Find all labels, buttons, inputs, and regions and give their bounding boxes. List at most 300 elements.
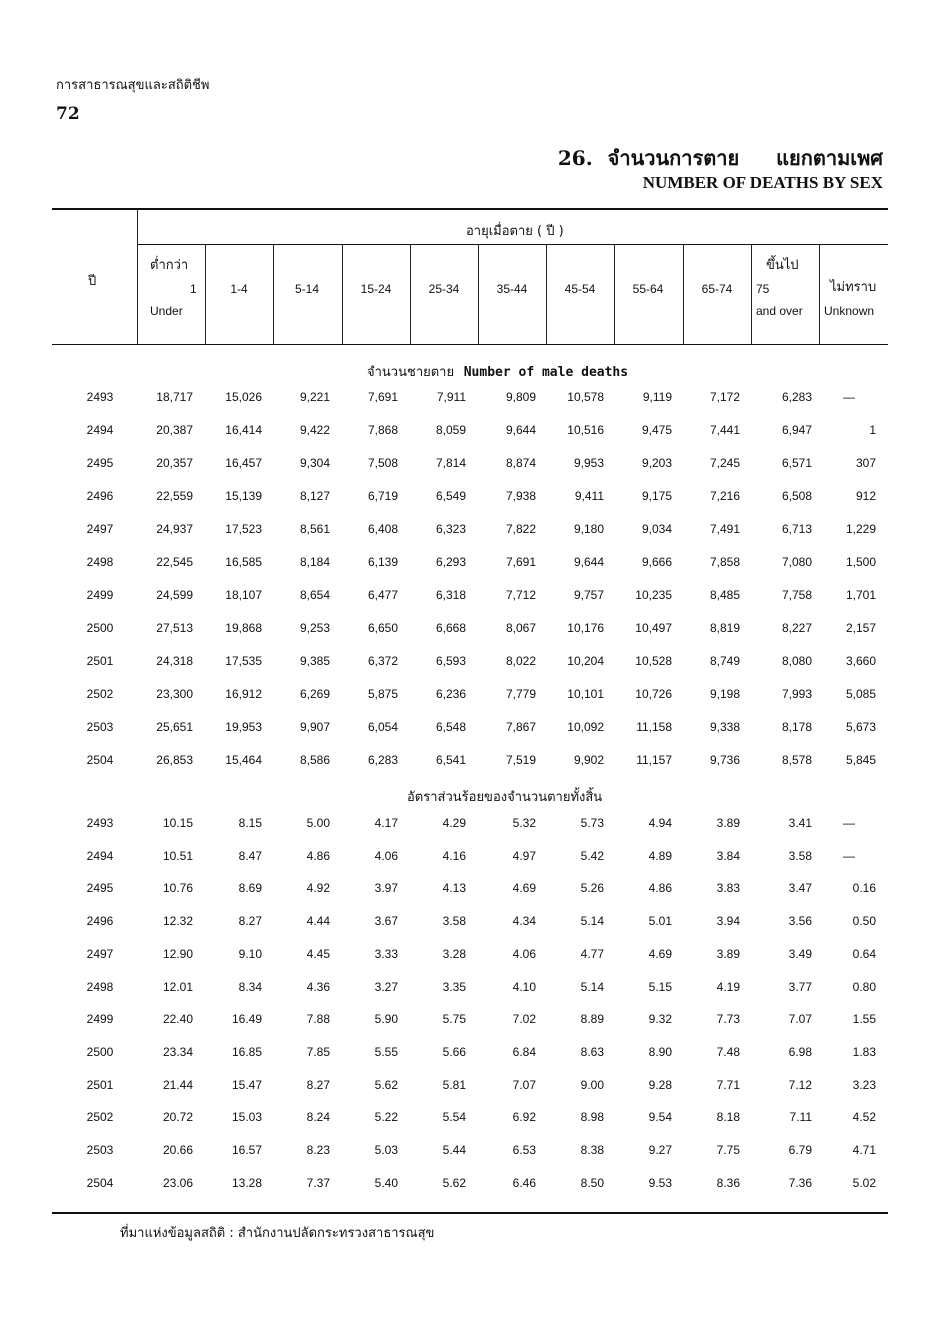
table-cell: 3.58 <box>788 848 812 863</box>
table-cell: 3.67 <box>374 914 398 929</box>
table-cell: 9,119 <box>642 390 672 404</box>
table-cell: 5.44 <box>442 1143 466 1157</box>
table-cell: 7.73 <box>716 1012 740 1027</box>
table-cell: 6,571 <box>781 456 812 470</box>
age-group-underline <box>137 244 888 245</box>
table-cell: 8,654 <box>299 588 330 602</box>
table-cell: 7.07 <box>512 1077 536 1092</box>
table-cell: 9,338 <box>709 720 740 734</box>
table-cell: 8,485 <box>709 588 740 602</box>
row-year: 2500 <box>86 621 114 635</box>
table-cell: 7.07 <box>788 1012 812 1027</box>
table-cell: 19,953 <box>225 720 262 734</box>
table-cell: 5,875 <box>367 687 398 701</box>
table-cell: 7,814 <box>435 456 466 470</box>
column-separator <box>342 245 343 344</box>
table-cell: 9,034 <box>641 522 672 536</box>
under1-english-label: Under <box>150 304 183 318</box>
table-cell: 5.22 <box>374 1110 398 1125</box>
table-cell: 3.89 <box>716 816 740 830</box>
under1-number-label: 1 <box>190 282 197 296</box>
age-column-header: 25-34 <box>428 282 460 296</box>
table-cell: 7,519 <box>505 753 536 767</box>
table-cell: 3.83 <box>716 881 740 896</box>
row-year: 2502 <box>86 1110 114 1125</box>
table-title-thai <box>558 142 883 174</box>
table-cell: 4.36 <box>306 979 330 994</box>
table-cell: 8.90 <box>648 1044 672 1059</box>
table-cell: 7,993 <box>781 687 812 701</box>
table-cell: 12.01 <box>162 979 193 994</box>
table-cell: 6,293 <box>435 555 466 569</box>
column-separator <box>205 245 206 344</box>
row-year: 2497 <box>86 946 114 961</box>
table-cell: 3,660 <box>845 654 876 668</box>
table-cell: 8,178 <box>781 720 812 734</box>
page-number: 72 <box>56 104 80 124</box>
table-cell: 3.41 <box>788 816 812 830</box>
table-cell: 6,508 <box>781 489 812 503</box>
table-cell: 7,938 <box>505 489 536 503</box>
table-cell: 7,712 <box>505 588 536 602</box>
table-cell: 8,022 <box>505 654 536 668</box>
table-cell: 7,216 <box>709 489 740 503</box>
table-cell: 15.03 <box>231 1110 262 1125</box>
table-cell: 0.80 <box>852 979 876 994</box>
row-year: 2497 <box>86 522 114 536</box>
table-cell: 6,668 <box>435 621 466 635</box>
table-cell: 7.37 <box>306 1175 330 1190</box>
table-cell: 8.24 <box>306 1110 330 1125</box>
table-cell: 1,229 <box>845 522 876 536</box>
male-deaths-title-english: Number of male deaths <box>463 365 629 380</box>
running-header: การสาธารณสุขและสถิติชีพ <box>56 78 210 93</box>
table-cell: 9,304 <box>299 456 330 470</box>
table-cell: 0.50 <box>852 914 876 929</box>
table-cell: 11,157 <box>636 753 672 767</box>
table-cell: 9,953 <box>573 456 604 470</box>
table-cell: 6,548 <box>435 720 466 734</box>
table-cell: 16,414 <box>225 423 262 437</box>
table-cell: 23.34 <box>162 1044 193 1059</box>
table-cell: 3.97 <box>374 881 398 896</box>
table-cell: 19,868 <box>225 621 262 635</box>
over75-thai-label: ขึ้นไป <box>766 258 799 273</box>
table-cell: 1.55 <box>852 1012 876 1027</box>
table-cell: 8.38 <box>580 1143 604 1157</box>
table-cell: 8,874 <box>505 456 536 470</box>
table-cell: 9,907 <box>299 720 330 734</box>
table-cell: 5.40 <box>374 1175 398 1190</box>
table-cell: 9,809 <box>505 390 536 404</box>
table-cell: 16.49 <box>231 1012 262 1027</box>
table-bottom-rule <box>52 1212 888 1214</box>
table-cell: 10,578 <box>567 390 604 404</box>
row-year: 2495 <box>86 456 114 470</box>
table-cell: 4.44 <box>306 914 330 929</box>
table-cell: 6.84 <box>512 1044 536 1059</box>
source-note: ที่มาแห่งข้อมูลสถิติ : สำนักงานปลัดกระทรวงสาธารณสุข <box>120 1226 435 1241</box>
table-cell: 5.66 <box>442 1044 466 1059</box>
table-cell: 9,203 <box>641 456 672 470</box>
table-cell: 7,691 <box>505 555 536 569</box>
table-cell: 5.00 <box>306 816 330 830</box>
age-column-header: 1-4 <box>230 282 248 296</box>
table-cell: 8.36 <box>716 1175 740 1190</box>
table-cell: 8,819 <box>709 621 740 635</box>
table-cell: 6.79 <box>788 1143 812 1157</box>
table-cell: 7,080 <box>781 555 812 569</box>
table-cell: 5,845 <box>845 753 876 767</box>
table-cell: 18,717 <box>156 390 193 404</box>
table-cell: 7.36 <box>788 1175 812 1190</box>
table-cell: 9.32 <box>648 1012 672 1027</box>
table-cell: 9,475 <box>641 423 672 437</box>
table-cell: 7,758 <box>781 588 812 602</box>
table-number: 26. <box>557 146 593 170</box>
table-cell: 7,691 <box>367 390 398 404</box>
table-cell: 6,719 <box>367 489 398 503</box>
table-cell: 8.23 <box>306 1143 330 1157</box>
table-cell: 3.94 <box>716 914 740 929</box>
table-cell: 7,868 <box>367 423 398 437</box>
table-cell: 4.13 <box>442 881 466 896</box>
table-cell: 22.40 <box>162 1012 193 1027</box>
table-cell: 8.98 <box>580 1110 604 1125</box>
row-year: 2504 <box>86 753 114 767</box>
table-cell: 1 <box>869 423 876 437</box>
table-cell: 6,541 <box>435 753 466 767</box>
table-cell: 5.14 <box>580 914 604 929</box>
table-cell: 9,253 <box>299 621 330 635</box>
table-cell: 3.23 <box>852 1077 876 1092</box>
table-cell: 8.27 <box>238 914 262 929</box>
table-cell: 8,127 <box>299 489 330 503</box>
table-cell: 5.81 <box>442 1077 466 1092</box>
table-cell: 7,858 <box>709 555 740 569</box>
table-cell: 8.89 <box>580 1012 604 1027</box>
table-cell: 4.52 <box>852 1110 876 1125</box>
table-cell: 1,701 <box>845 588 876 602</box>
table-cell: 7,867 <box>505 720 536 734</box>
table-cell: 9,175 <box>641 489 672 503</box>
table-cell: 9.10 <box>238 946 262 961</box>
percentage-section-title <box>407 786 602 807</box>
table-cell: 5.62 <box>374 1077 398 1092</box>
table-cell: 11,158 <box>636 720 672 734</box>
table-cell: 20,387 <box>156 423 193 437</box>
table-cell: 2,157 <box>845 621 876 635</box>
table-cell: 3.56 <box>788 914 812 929</box>
table-cell: 23,300 <box>156 687 193 701</box>
table-cell: 5,085 <box>845 687 876 701</box>
row-year: 2504 <box>86 1175 114 1190</box>
table-cell: 1,500 <box>845 555 876 569</box>
table-cell: 5.01 <box>648 914 672 929</box>
table-cell: 5.54 <box>442 1110 466 1125</box>
table-cell: 10.15 <box>162 816 193 830</box>
table-cell: 3.89 <box>716 946 740 961</box>
table-cell: 6,372 <box>367 654 398 668</box>
row-year: 2498 <box>86 979 114 994</box>
column-separator <box>614 245 615 344</box>
table-cell: 4.77 <box>580 946 604 961</box>
table-cell: 5.03 <box>374 1143 398 1157</box>
table-cell: 9,411 <box>574 489 604 503</box>
table-cell: 6,269 <box>299 687 330 701</box>
table-cell: 9,221 <box>299 390 330 404</box>
table-cell: 4.34 <box>512 914 536 929</box>
age-column-header: 65-74 <box>701 282 733 296</box>
row-year: 2496 <box>86 489 114 503</box>
table-cell: 4.29 <box>442 816 466 830</box>
row-year: 2498 <box>86 555 114 569</box>
age-column-header: 15-24 <box>360 282 392 296</box>
row-year: 2493 <box>86 816 114 830</box>
table-cell: 5,673 <box>845 720 876 734</box>
table-cell: 3.35 <box>442 979 466 994</box>
table-cell: 8,067 <box>505 621 536 635</box>
table-cell: 5.15 <box>648 979 672 994</box>
table-cell: 16.85 <box>231 1044 262 1059</box>
table-cell: 8,578 <box>781 753 812 767</box>
unknown-thai-label: ไม่ทราบ <box>830 280 877 295</box>
header-bottom-rule <box>52 344 888 345</box>
table-cell: 24,318 <box>156 654 193 668</box>
table-cell: 13.28 <box>231 1175 262 1190</box>
table-cell: 4.69 <box>648 946 672 961</box>
table-cell: 10,204 <box>567 654 604 668</box>
table-cell: 15,139 <box>225 489 262 503</box>
table-cell: 7.75 <box>716 1143 740 1157</box>
table-cell: 4.19 <box>716 979 740 994</box>
table-cell: 8,749 <box>709 654 740 668</box>
table-cell: 9,422 <box>299 423 330 437</box>
table-cell: 8.50 <box>580 1175 604 1190</box>
table-cell: 16,912 <box>225 687 262 701</box>
row-year: 2495 <box>86 881 114 896</box>
table-cell: 20.66 <box>162 1143 193 1157</box>
row-year: 2501 <box>86 654 114 668</box>
table-cell: 6,283 <box>367 753 398 767</box>
table-cell: 24,599 <box>156 588 193 602</box>
table-cell: 7.02 <box>512 1012 536 1027</box>
table-cell: 4.45 <box>306 946 330 961</box>
table-cell: 4.97 <box>512 848 536 863</box>
table-cell: 4.89 <box>648 848 672 863</box>
table-cell: 4.06 <box>512 946 536 961</box>
table-cell: 7,911 <box>436 390 466 404</box>
row-year: 2494 <box>86 848 114 863</box>
table-cell: 9,666 <box>641 555 672 569</box>
table-cell: 0.16 <box>852 881 876 896</box>
table-cell: 5.26 <box>580 881 604 896</box>
table-cell: 6,408 <box>367 522 398 536</box>
table-cell: 5.55 <box>374 1044 398 1059</box>
table-cell: 7.12 <box>788 1077 812 1092</box>
row-year: 2501 <box>86 1077 114 1092</box>
over75-english-label: and over <box>756 304 803 318</box>
table-cell: 9,385 <box>299 654 330 668</box>
table-cell: 10,528 <box>635 654 672 668</box>
table-cell: 8,561 <box>299 522 330 536</box>
age-column-header: 55-64 <box>632 282 664 296</box>
table-cell: 4.16 <box>442 848 466 863</box>
table-title-english: NUMBER OF DEATHS BY SEX <box>642 173 883 192</box>
table-cell: 4.92 <box>306 881 330 896</box>
table-cell: — <box>843 816 855 830</box>
row-year: 2502 <box>86 687 114 701</box>
table-cell: 20,357 <box>156 456 193 470</box>
table-cell: 21.44 <box>162 1077 193 1092</box>
table-cell: 10,516 <box>567 423 604 437</box>
table-cell: 9,644 <box>505 423 536 437</box>
row-year: 2500 <box>86 1044 114 1059</box>
table-cell: 10.51 <box>162 848 193 863</box>
column-separator <box>410 245 411 344</box>
table-cell: 6,323 <box>435 522 466 536</box>
column-separator <box>273 245 274 344</box>
table-cell: 8.47 <box>238 848 262 863</box>
table-cell: 9.00 <box>580 1077 604 1092</box>
table-cell: 9,180 <box>573 522 604 536</box>
title-thai-part1: จำนวนการตาย <box>607 146 740 170</box>
table-cell: 6,139 <box>367 555 398 569</box>
table-cell: 307 <box>855 456 876 470</box>
table-cell: 6,947 <box>781 423 812 437</box>
table-cell: 3.47 <box>788 881 812 896</box>
table-cell: 7,172 <box>709 390 740 404</box>
table-cell: 9.27 <box>648 1143 672 1157</box>
table-cell: 6,650 <box>367 621 398 635</box>
column-separator <box>683 245 684 344</box>
table-cell: 8,080 <box>781 654 812 668</box>
table-cell: 10,101 <box>567 687 604 701</box>
table-top-rule <box>52 208 888 210</box>
table-cell: 4.71 <box>852 1143 876 1157</box>
table-cell: 7,779 <box>505 687 536 701</box>
table-cell: 8,059 <box>435 423 466 437</box>
table-cell: 10,235 <box>635 588 672 602</box>
table-cell: 3.84 <box>716 848 740 863</box>
age-column-header: 5-14 <box>294 282 320 296</box>
male-deaths-section-title <box>367 361 628 382</box>
table-cell: 8.15 <box>238 816 262 830</box>
table-cell: 5.14 <box>580 979 604 994</box>
table-cell: 8,586 <box>299 753 330 767</box>
table-cell: 7.71 <box>716 1077 740 1092</box>
table-cell: 5.02 <box>852 1175 876 1190</box>
column-separator <box>546 245 547 344</box>
table-cell: 17,523 <box>225 522 262 536</box>
table-cell: 15.47 <box>231 1077 262 1092</box>
table-cell: 4.06 <box>374 848 398 863</box>
table-cell: 8.18 <box>716 1110 740 1125</box>
table-cell: 6,283 <box>781 390 812 404</box>
table-cell: 3.49 <box>788 946 812 961</box>
table-cell: 4.69 <box>512 881 536 896</box>
table-cell: 6.53 <box>512 1143 536 1157</box>
table-cell: 9,736 <box>709 753 740 767</box>
table-cell: 7,508 <box>367 456 398 470</box>
table-cell: 17,535 <box>225 654 262 668</box>
table-cell: 6.98 <box>788 1044 812 1059</box>
table-cell: 10,497 <box>635 621 672 635</box>
table-cell: 6,477 <box>367 588 398 602</box>
table-cell: — <box>843 848 855 863</box>
table-cell: 25,651 <box>156 720 193 734</box>
table-cell: 7,822 <box>505 522 536 536</box>
table-cell: 1.83 <box>852 1044 876 1059</box>
table-cell: 6,236 <box>435 687 466 701</box>
table-cell: 8.63 <box>580 1044 604 1059</box>
table-cell: 24,937 <box>156 522 193 536</box>
row-year: 2503 <box>86 1143 114 1157</box>
table-cell: 6,593 <box>435 654 466 668</box>
table-cell: 16,585 <box>225 555 262 569</box>
row-year: 2503 <box>86 720 114 734</box>
table-cell: 4.86 <box>648 881 672 896</box>
age-group-header: อายุเมื่อตาย ( ปี ) <box>466 224 564 239</box>
column-separator <box>751 245 752 344</box>
table-cell: 8.27 <box>306 1077 330 1092</box>
table-cell: 8,184 <box>299 555 330 569</box>
table-cell: 12.90 <box>162 946 193 961</box>
table-cell: 5.32 <box>512 816 536 830</box>
table-cell: 4.17 <box>374 816 398 830</box>
table-cell: 3.28 <box>442 946 466 961</box>
title-thai-part2: แยกตามเพศ <box>776 146 883 170</box>
table-cell: 9.28 <box>648 1077 672 1092</box>
table-cell: 8.69 <box>238 881 262 896</box>
year-column-header: ปี <box>88 274 97 289</box>
table-cell: 4.94 <box>648 816 672 830</box>
percentage-title-thai: อัตราส่วนร้อยของจำนวนตายทั้งสิ้น <box>407 790 603 805</box>
table-cell: 7.88 <box>306 1012 330 1027</box>
table-cell: 9.54 <box>648 1110 672 1125</box>
table-cell: 5.90 <box>374 1012 398 1027</box>
under1-thai-label: ต่ำกว่า <box>150 258 189 273</box>
table-cell: 27,513 <box>156 621 193 635</box>
table-cell: 10,176 <box>567 621 604 635</box>
table-cell: 9,902 <box>573 753 604 767</box>
table-cell: 15,464 <box>225 753 262 767</box>
table-cell: 912 <box>855 489 876 503</box>
table-cell: 8.34 <box>238 979 262 994</box>
table-cell: 10,092 <box>567 720 604 734</box>
table-cell: 7,441 <box>709 423 740 437</box>
row-year: 2499 <box>86 1012 114 1027</box>
row-year: 2494 <box>86 423 114 437</box>
table-cell: 3.77 <box>788 979 812 994</box>
table-cell: 6,549 <box>435 489 466 503</box>
row-year: 2496 <box>86 914 114 929</box>
table-cell: 0.64 <box>852 946 876 961</box>
table-cell: 9.53 <box>648 1175 672 1190</box>
table-cell: 22,559 <box>156 489 193 503</box>
table-cell: 26,853 <box>156 753 193 767</box>
row-year: 2499 <box>86 588 114 602</box>
row-year: 2493 <box>86 390 114 404</box>
column-separator <box>478 245 479 344</box>
table-cell: 7.11 <box>789 1110 812 1125</box>
table-cell: 5.62 <box>442 1175 466 1190</box>
table-cell: 22,545 <box>156 555 193 569</box>
table-cell: 7.85 <box>306 1044 330 1059</box>
column-separator <box>137 210 138 344</box>
age-column-header: 45-54 <box>564 282 596 296</box>
table-cell: 15,026 <box>225 390 262 404</box>
